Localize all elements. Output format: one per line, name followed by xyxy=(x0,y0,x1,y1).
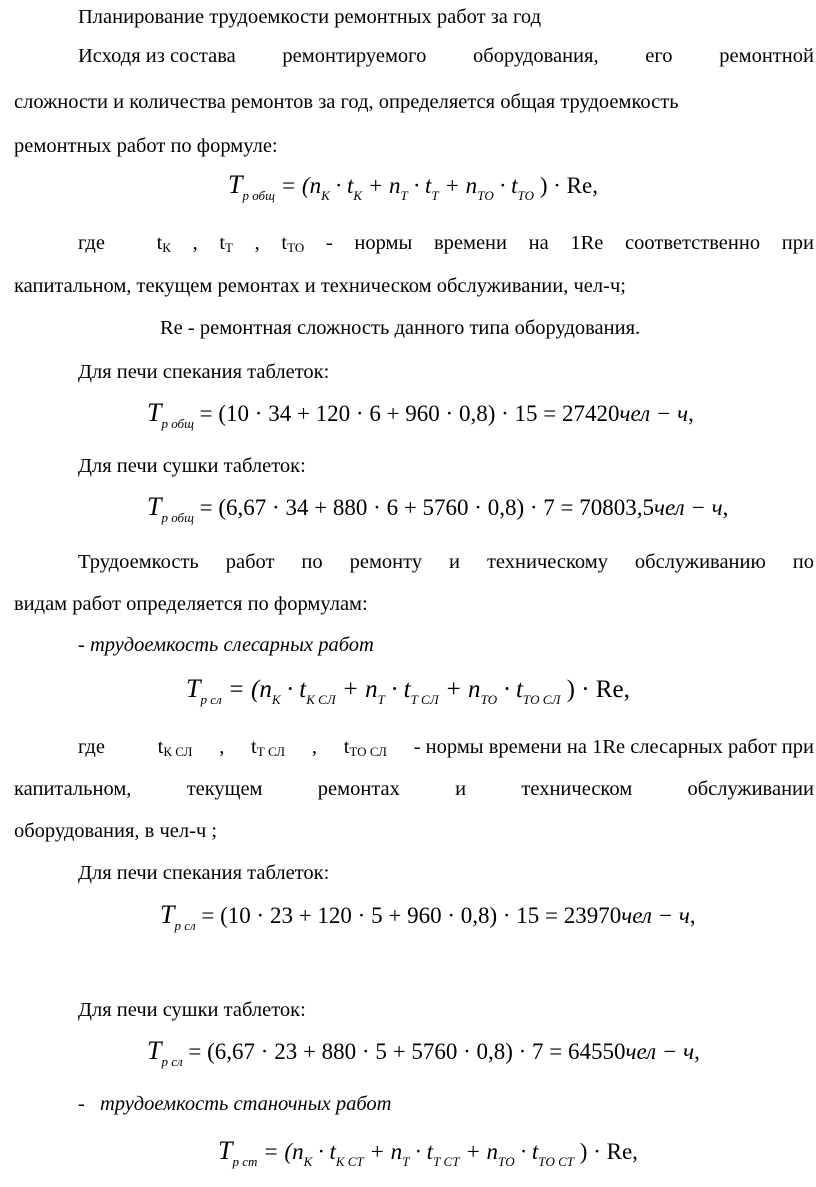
where-subscript: ТО СЛ xyxy=(349,744,387,759)
formula-subscript: ТО xyxy=(497,1154,515,1169)
where-word: где xyxy=(78,736,105,758)
formula-unit: чел − ч xyxy=(619,401,689,426)
where-word: обслуживании xyxy=(687,778,814,800)
bullet-text: трудоемкость станочных работ xyxy=(99,1093,392,1115)
formula-general xyxy=(228,170,598,203)
bullet-locksmith xyxy=(78,635,374,656)
formula-part: · t xyxy=(286,676,307,703)
formula-subscript: р сл xyxy=(200,692,222,707)
para-word: ремонту xyxy=(349,551,423,573)
formula-symbol-T: T xyxy=(147,492,162,521)
sintering-label: Для печи спекания таблеток: xyxy=(78,862,330,884)
intro-line-3: ремонтных работ по формуле: xyxy=(14,135,278,157)
where-word: t xyxy=(219,232,226,254)
where-word: соответственно xyxy=(625,232,761,254)
where-word: ремонтах xyxy=(317,778,400,800)
intro-line-1 xyxy=(78,46,814,67)
formula-symbol-T: T xyxy=(147,398,162,427)
formula-subscript: Т xyxy=(431,188,439,203)
bullet-dash: - xyxy=(78,1093,85,1115)
where-word: , xyxy=(219,736,225,758)
formula-part: · t xyxy=(499,173,518,198)
intro-line-2: сложности и количества ремонтов за год, определяется общая трудоемкость xyxy=(14,91,679,113)
formula-expression: = (6,67 · 23 + 880 · 5 + 5760 · 0,8) · 7 = 64550 xyxy=(188,1039,626,1064)
formula-subscript: ТО СЛ xyxy=(522,692,561,707)
formula-expression: = (10 · 34 + 120 · 6 + 960 · 0,8) · 15 = 27420 xyxy=(199,401,620,426)
formula-unit: чел − ч xyxy=(654,495,723,520)
formula-subscript: р сл xyxy=(174,918,196,933)
where-word: t xyxy=(251,736,257,758)
formula-subscript: К xyxy=(303,1154,313,1169)
formula-subscript: К xyxy=(271,692,281,707)
where2-line-1 xyxy=(78,737,814,758)
formula-subscript: К СТ xyxy=(335,1154,364,1169)
formula-symbol-T: T xyxy=(147,1036,162,1065)
formula-subscript: К xyxy=(321,188,330,203)
formula-sinter-locksmith xyxy=(160,900,696,933)
formula-part: · t xyxy=(317,1139,336,1164)
formula-symbol-T: T xyxy=(228,170,243,199)
formula-subscript: р сл xyxy=(161,1054,183,1069)
formula-expression: = (10 · 23 + 120 · 5 + 960 · 0,8) · 15 = 23970 xyxy=(201,903,622,928)
bullet-text: трудоемкость слесарных работ xyxy=(89,634,374,656)
where-subscript: К xyxy=(162,240,171,255)
formula-subscript: К xyxy=(353,188,363,203)
formula-subscript: Т СТ xyxy=(433,1154,460,1169)
bullet-machine xyxy=(78,1094,391,1115)
para-word: работ xyxy=(225,551,275,573)
drying-label: Для печи сушки таблеток: xyxy=(78,999,306,1021)
where-word: t xyxy=(343,736,350,758)
formula-part: ) · Re, xyxy=(539,173,598,198)
where-word: текущем xyxy=(186,778,263,800)
formula-subscript: р общ xyxy=(161,510,194,525)
para-word: по xyxy=(301,551,323,573)
intro-word: Исходя из состава xyxy=(78,45,236,67)
where-word: t xyxy=(157,736,164,758)
where-word: капитальном, xyxy=(14,778,132,800)
formula-part: , xyxy=(689,903,696,928)
formula-part: = (n xyxy=(227,676,272,703)
where-word: и xyxy=(455,778,467,800)
where-word: t xyxy=(281,232,288,254)
formula-part: · t xyxy=(415,1139,434,1164)
where1-line-2: капитальном, текущем ремонтах и техническом обслуживании, чел-ч; xyxy=(14,275,626,297)
para2-line-2: видам работ определяется по формулам: xyxy=(14,593,368,615)
formula-machine xyxy=(218,1136,638,1169)
intro-word: его xyxy=(645,45,673,67)
formula-symbol-T: T xyxy=(160,900,175,929)
formula-expression: = (6,67 · 34 + 880 · 6 + 5760 · 0,8) · 7 = 70803,5 xyxy=(199,495,654,520)
formula-dry-locksmith xyxy=(147,1036,700,1069)
where2-line-2 xyxy=(14,779,814,800)
formula-subscript: ТО xyxy=(517,188,535,203)
where1-line-1 xyxy=(78,233,814,254)
formula-unit: чел − ч xyxy=(621,903,690,928)
where-subscript: Т xyxy=(225,240,233,255)
where-subscript: Т СЛ xyxy=(256,744,286,759)
where-word: времени xyxy=(433,232,507,254)
para-word: обслуживанию xyxy=(634,551,766,573)
formula-symbol-T: T xyxy=(218,1136,233,1165)
formula-dry-total xyxy=(147,492,729,525)
formula-part: = (n xyxy=(263,1139,304,1164)
formula-unit: чел − ч xyxy=(625,1039,695,1064)
formula-part: , xyxy=(688,401,694,426)
intro-word: ремонтируемого xyxy=(282,45,427,67)
formula-locksmith xyxy=(186,674,630,707)
formula-part: · t xyxy=(503,676,523,703)
formula-subscript: ТО СТ xyxy=(538,1154,575,1169)
where-word: где xyxy=(78,232,105,254)
where-word: - нормы времени на 1Re слесарных работ при xyxy=(413,736,814,758)
formula-part: , xyxy=(722,495,729,520)
formula-part: + n xyxy=(369,1139,403,1164)
drying-label: Для печи сушки таблеток: xyxy=(78,455,306,477)
where-word: , xyxy=(311,736,317,758)
section-title: Планирование трудоемкости ремонтных работ за год xyxy=(78,6,542,28)
where-subscript: К СЛ xyxy=(163,744,193,759)
where-word: техническом xyxy=(521,778,633,800)
formula-part: · t xyxy=(413,173,432,198)
formula-part: · t xyxy=(335,173,354,198)
formula-subscript: Т xyxy=(402,1154,410,1169)
where1-line-3: Re - ремонтная сложность данного типа оборудования. xyxy=(160,317,641,339)
formula-part: · t xyxy=(391,676,411,703)
formula-subscript: ТО xyxy=(477,188,494,203)
formula-part: + n xyxy=(444,676,481,703)
formula-subscript: К СЛ xyxy=(306,692,336,707)
sintering-label: Для печи спекания таблеток: xyxy=(78,361,330,383)
formula-part: , xyxy=(694,1039,700,1064)
formula-part: + n xyxy=(342,676,378,703)
where-subscript: ТО xyxy=(287,240,305,255)
formula-part: ) · Re, xyxy=(566,676,630,703)
para-word: по xyxy=(792,551,814,573)
intro-word: оборудования, xyxy=(473,45,599,67)
where-word: , xyxy=(192,232,198,254)
where-word: , xyxy=(254,232,260,254)
formula-sinter-total xyxy=(147,398,694,431)
formula-part: · t xyxy=(520,1139,539,1164)
formula-part: + n xyxy=(444,173,478,198)
where2-line-3: оборудования, в чел-ч ; xyxy=(14,820,218,842)
para-word: Трудоемкость xyxy=(78,551,199,573)
formula-subscript: р общ xyxy=(161,416,194,431)
where-word: на xyxy=(528,232,549,254)
bullet-dash: - xyxy=(78,634,85,656)
formula-subscript: Т xyxy=(400,188,408,203)
formula-subscript: р общ xyxy=(242,188,275,203)
intro-word: ремонтной xyxy=(719,45,814,67)
formula-part: + n xyxy=(465,1139,498,1164)
formula-subscript: ТО xyxy=(480,692,498,707)
formula-subscript: р ст xyxy=(232,1154,258,1169)
where-word: - xyxy=(325,232,333,254)
para-word: техническому xyxy=(486,551,608,573)
formula-part: ) · Re, xyxy=(579,1139,638,1164)
formula-subscript: Т СЛ xyxy=(410,692,439,707)
para2-line-1 xyxy=(78,552,814,573)
para-word: и xyxy=(449,551,461,573)
where-word: нормы xyxy=(354,232,413,254)
where-word: 1Re xyxy=(570,232,604,254)
where-word: t xyxy=(156,232,163,254)
formula-symbol-T: T xyxy=(186,674,201,703)
where-word: при xyxy=(781,232,814,254)
formula-part: + n xyxy=(367,173,401,198)
formula-part: = (n xyxy=(280,173,322,198)
formula-subscript: Т xyxy=(377,692,385,707)
